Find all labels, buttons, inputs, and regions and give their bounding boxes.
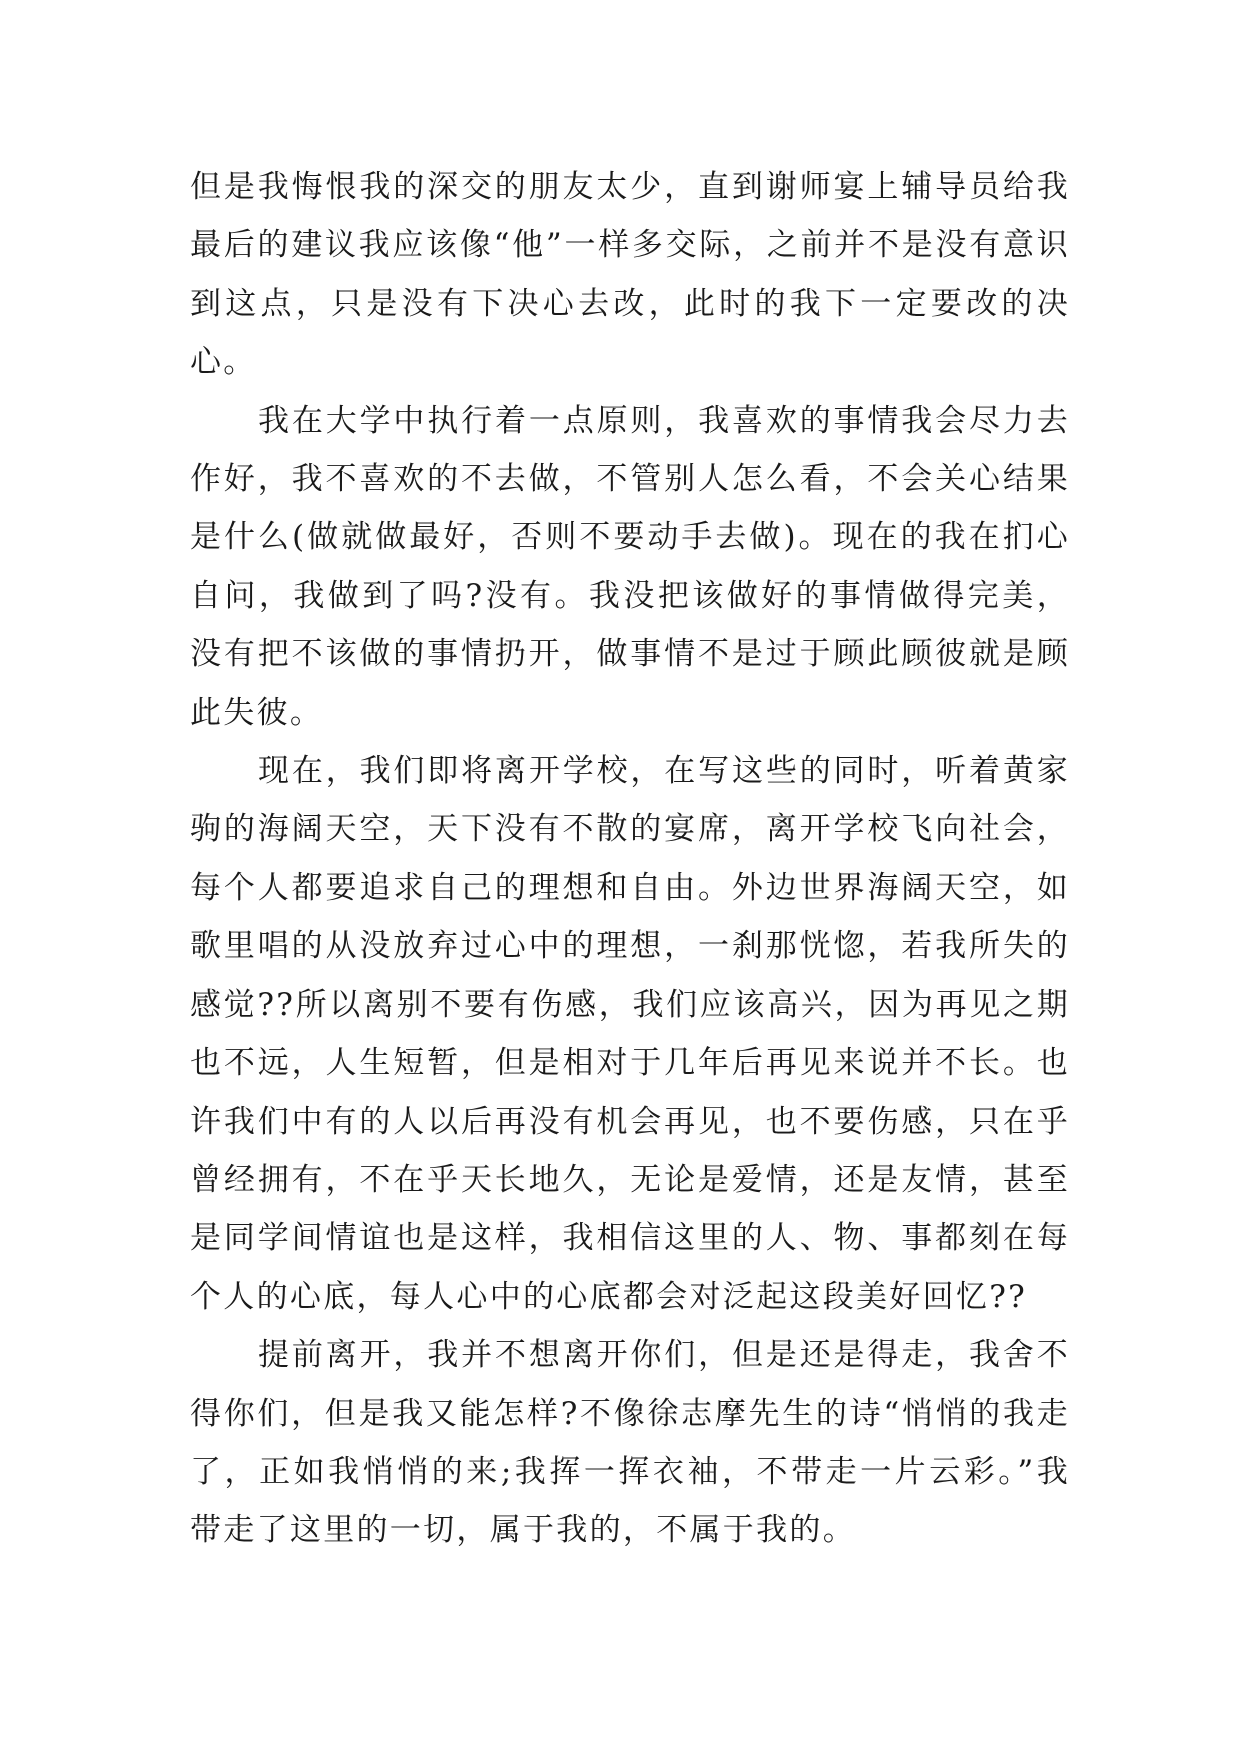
paragraph-1: 但是我悔恨我的深交的朋友太少，直到谢师宴上辅导员给我最后的建议我应该像“他”一样多交际，之前并不是没有意识到这点，只是没有下决心去改，此时的我下一定要改的决心。 (190, 169, 1070, 381)
paragraph-4: 提前离开，我并不想离开你们，但是还是得走，我舍不得你们，但是我又能怎样?不像徐志摩先生的诗“悄悄的我走了，正如我悄悄的来;我挥一挥衣袖，不带走一片云彩。”我带走了这里的一切，属于我的，不属于我的。 (190, 1337, 1070, 1549)
paragraph-3: 现在，我们即将离开学校，在写这些的同时，听着黄家驹的海阔天空，天下没有不散的宴席，离开学校飞向社会，每个人都要追求自己的理想和自由。外边世界海阔天空，如歌里唱的从没放弃过心中的理想，一刹那恍惚，若我所失的感觉??所以离别不要有伤感，我们应该高兴，因为再见之期也不远，人生短暂，但是相对于几年后再见来说并不长。也许我们中有的人以后再没有机会再见，也不要伤感，只在乎曾经拥有，不在乎天长地久，无论是爱情，还是友情，甚至是同学间情谊也是这样，我相信这里的人、物、事都刻在每个人的心底，每人心中的心底都会对泛起这段美好回忆?? (190, 753, 1070, 1315)
paragraph-2: 我在大学中执行着一点原则，我喜欢的事情我会尽力去作好，我不喜欢的不去做，不管别人怎么看，不会关心结果是什么(做就做最好，否则不要动手去做)。现在的我在扪心自问，我做到了吗?没有。我没把该做好的事情做得完美，没有把不该做的事情扔开，做事情不是过于顾此顾彼就是顾此失彼。 (190, 402, 1070, 731)
document-body (190, 158, 1070, 1560)
